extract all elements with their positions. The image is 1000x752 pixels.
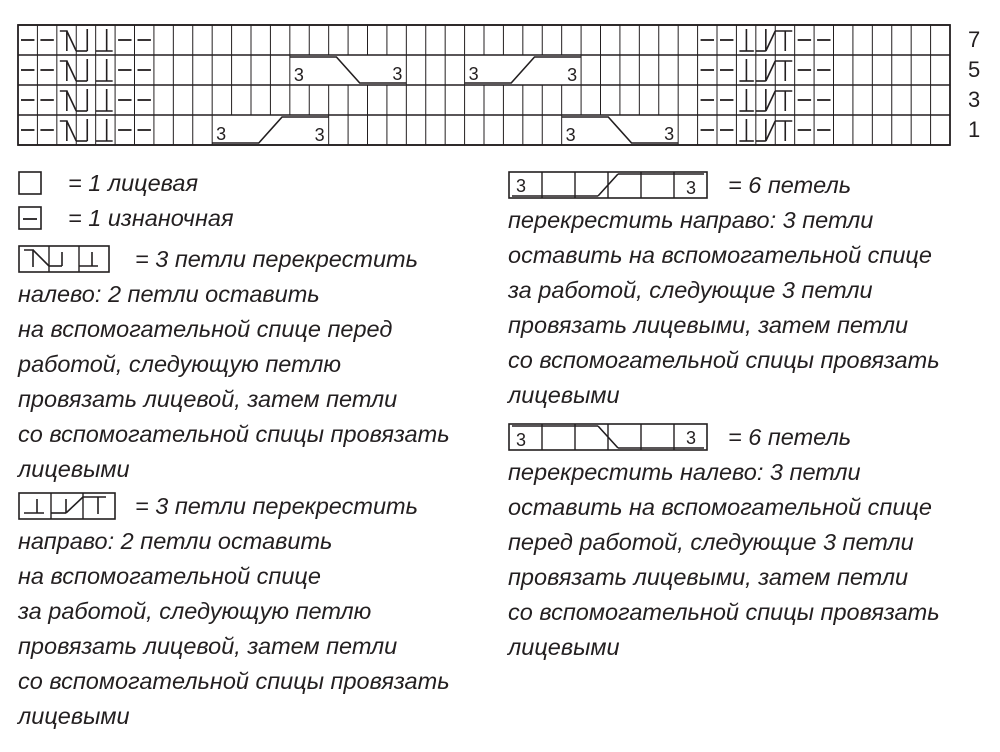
- legend-cross6-left-line: перед работой, следующие 3 петли: [508, 529, 914, 555]
- legend-knit-text: = 1 лицевая: [68, 170, 199, 196]
- cross-6-left-symbol-icon: [508, 422, 708, 452]
- knitting-chart: [0, 0, 1000, 150]
- cross-3-left-stitch: [60, 91, 67, 111]
- cable-label: 3: [216, 124, 227, 144]
- legend-purl-text: = 1 изнаночная: [68, 205, 234, 231]
- cross-3-left-stitch: [67, 121, 76, 141]
- cable-label: 3: [392, 64, 403, 84]
- cable-label: 3: [664, 124, 675, 144]
- legend-cross3-right-first: = 3 петли перекрестить: [135, 493, 418, 519]
- legend-cross3-left-line: на вспомогательной спице перед: [18, 316, 393, 342]
- row-number: 7: [968, 27, 981, 52]
- legend-cross3-right-line: лицевыми: [18, 703, 130, 729]
- legend-cross6-left-line: перекрестить налево: 3 петли: [508, 459, 861, 485]
- cross-3-right-stitch: [766, 91, 775, 111]
- legend-cross6-left-line: лицевыми: [508, 634, 620, 660]
- cable-label: 3: [314, 125, 325, 145]
- legend-cross6-left-line: провязать лицевыми, затем петли: [508, 564, 909, 590]
- cable-count-label: 3: [516, 176, 527, 196]
- purl-stitch-symbol-icon: [18, 206, 42, 230]
- cross-3-left-stitch: [60, 31, 67, 51]
- cable-label: 3: [565, 125, 576, 145]
- legend-cross3-left-line: работой, следующую петлю: [18, 351, 342, 377]
- legend-cross6-right-line: оставить на вспомогательной спице: [508, 242, 932, 268]
- cable-count-label: 3: [516, 430, 527, 450]
- legend-cross3-left-line: провязать лицевой, затем петли: [18, 386, 398, 412]
- cable-label: 3: [567, 65, 578, 85]
- cross-3-left-stitch: [67, 91, 76, 111]
- cross-3-left-stitch: [60, 121, 67, 141]
- cable-6-left: [290, 57, 407, 83]
- cross-3-right-stitch: [766, 121, 775, 141]
- legend-cross3-right-line: за работой, следующую петлю: [18, 598, 372, 624]
- cable-count-label: 3: [686, 428, 697, 448]
- legend-cross3-right-line: на вспомогательной спице: [18, 563, 321, 589]
- legend-cross6-right-line: перекрестить направо: 3 петли: [508, 207, 874, 233]
- legend-cross3-left-line: лицевыми: [18, 456, 130, 482]
- cable-label: 3: [468, 64, 479, 84]
- row-number: 5: [968, 57, 981, 82]
- legend-cross6-right-line: за работой, следующие 3 петли: [508, 277, 873, 303]
- legend-cross6-left-first: = 6 петель: [728, 424, 852, 450]
- legend-cross3-left-first: = 3 петли перекрестить: [135, 246, 418, 272]
- cable-6-left: [562, 117, 679, 143]
- legend-cross6-right-first: = 6 петель: [728, 172, 852, 198]
- cross-3-right-stitch: [766, 31, 775, 51]
- knit-stitch-symbol-icon: [18, 171, 42, 195]
- cross-3-right-symbol-icon: [18, 491, 116, 521]
- cross-3-left-stitch: [67, 61, 76, 81]
- cable-6-right: [212, 117, 328, 143]
- legend-cross6-right-line: со вспомогательной спицы провязать: [508, 347, 940, 373]
- row-number: 1: [968, 117, 981, 142]
- legend-cross3-right-line: направо: 2 петли оставить: [18, 528, 333, 554]
- cable-label: 3: [293, 65, 304, 85]
- legend-cross6-right-line: лицевыми: [508, 382, 620, 408]
- cable-count-label: 3: [686, 178, 697, 198]
- cross-6-right-symbol-icon: [508, 170, 708, 200]
- cross-3-left-symbol-icon: [18, 244, 110, 274]
- legend-cross3-right-line: со вспомогательной спицы провязать: [18, 668, 450, 694]
- row-number: 3: [968, 87, 981, 112]
- cross-3-left-stitch: [60, 61, 67, 81]
- cross-3-left-stitch: [67, 31, 76, 51]
- cross-3-right-stitch: [766, 61, 775, 81]
- legend-cross3-right-line: провязать лицевой, затем петли: [18, 633, 398, 659]
- legend-cross6-left-line: оставить на вспомогательной спице: [508, 494, 932, 520]
- legend-cross3-left-line: со вспомогательной спицы провязать: [18, 421, 450, 447]
- legend-cross6-left-line: со вспомогательной спицы провязать: [508, 599, 940, 625]
- legend-cross6-right-line: провязать лицевыми, затем петли: [508, 312, 909, 338]
- legend-cross3-left-line: налево: 2 петли оставить: [18, 281, 320, 307]
- cable-6-right: [465, 57, 581, 83]
